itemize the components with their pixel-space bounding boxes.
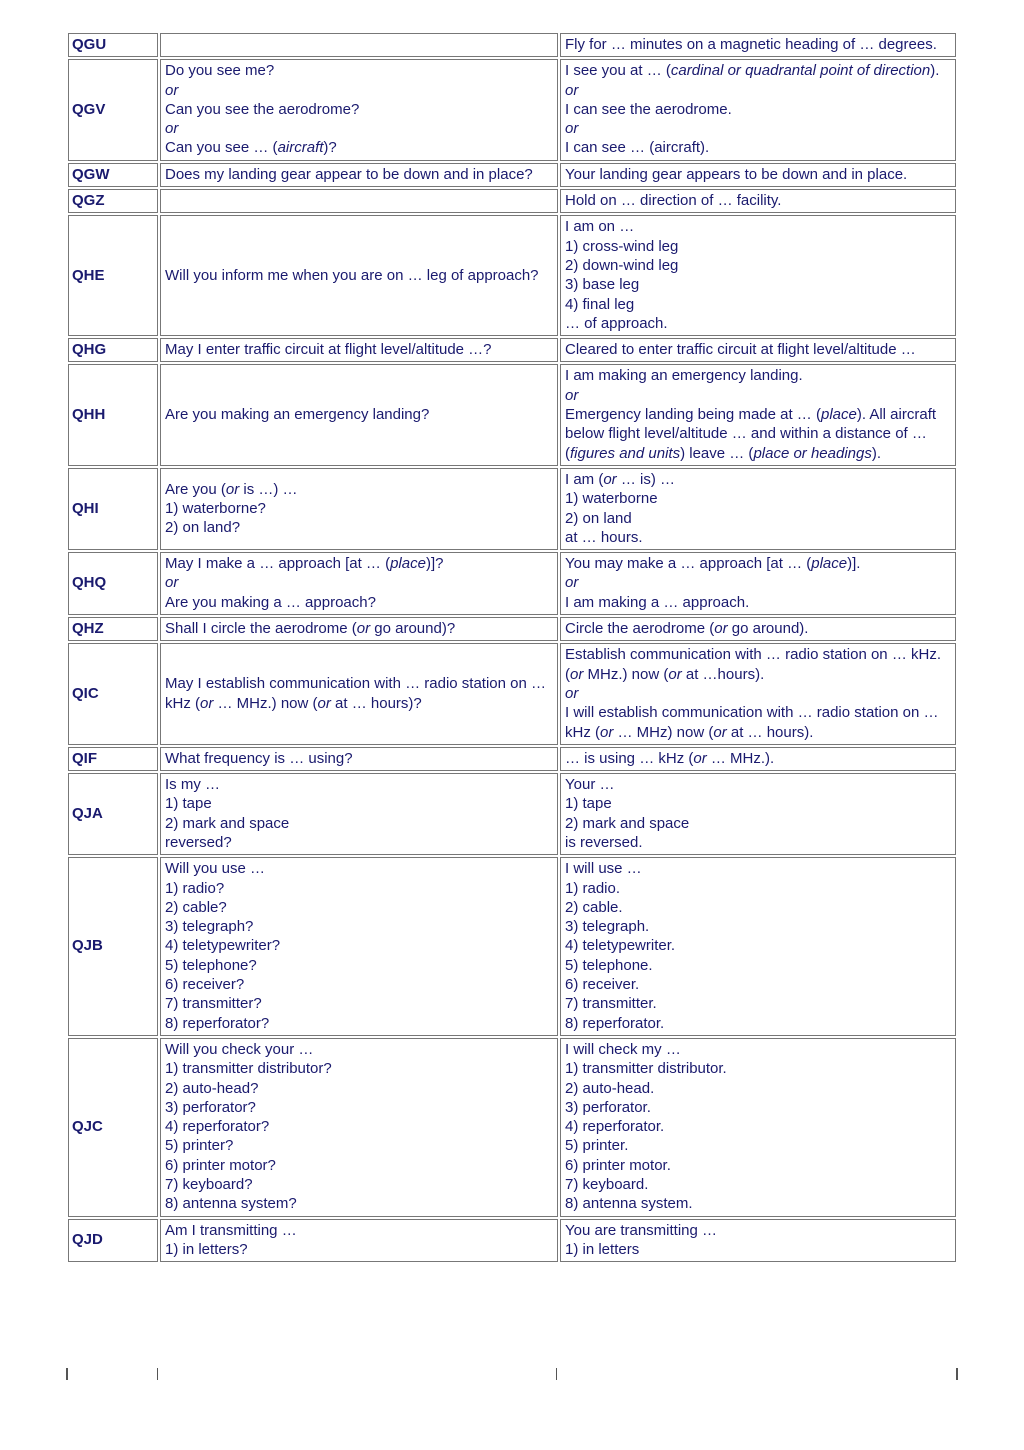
answer-line: 7) keyboard.: [565, 1176, 649, 1194]
answer-line: 1) tape: [565, 795, 612, 813]
answer-line: Fly for … minutes on a magnetic heading of … degrees.: [565, 36, 937, 53]
question-line: 8) antenna system?: [165, 1195, 297, 1213]
answer-line: You may make a … approach [at … (place)].: [565, 555, 861, 573]
answer-line: 1) in letters: [565, 1240, 640, 1258]
table-row: [68, 33, 956, 57]
question-line: 4) teletypewriter?: [165, 937, 281, 955]
answer-line: … is using … kHz (or … MHz.).: [565, 749, 775, 767]
question-line: Shall I circle the aerodrome (or go around)?: [165, 620, 456, 638]
table-row: [68, 468, 956, 550]
question-cell: [160, 643, 558, 744]
q-code-cell: QHH: [68, 364, 158, 465]
question-line: 2) on land?: [165, 519, 241, 537]
answer-line: 2) mark and space: [565, 814, 690, 832]
table-row: [68, 189, 956, 213]
question-cell: [160, 1038, 558, 1217]
question-line: 5) printer?: [165, 1137, 234, 1155]
answer-cell: [560, 59, 956, 160]
question-line: Is my …: [165, 776, 220, 794]
answer-line: I can see the aerodrome.: [565, 100, 732, 118]
answer-cell: [560, 33, 956, 57]
answer-line: … of approach.: [565, 314, 668, 332]
answer-line: 1) waterborne: [565, 490, 658, 508]
question-cell: [160, 468, 558, 550]
answer-line: or: [565, 574, 579, 592]
table-border-right-continuation: [956, 1368, 958, 1380]
table-row: [68, 163, 956, 187]
question-line: 7) keyboard?: [165, 1176, 253, 1194]
table-border-left-continuation: [66, 1368, 68, 1380]
answer-line: I will establish communication with … radio station on … kHz (or … MHz) now (or at … hours).: [565, 704, 939, 741]
answer-cell: [560, 189, 956, 213]
q-code-cell: QGV: [68, 59, 158, 160]
answer-line: 3) perforator.: [565, 1098, 651, 1116]
question-line: 4) reperforator?: [165, 1118, 270, 1136]
answer-line: or: [565, 386, 579, 404]
answer-line: is reversed.: [565, 833, 643, 851]
question-line: or: [165, 574, 179, 592]
table-row: [68, 1219, 956, 1263]
question-line: 2) auto-head?: [165, 1079, 259, 1097]
question-line: 7) transmitter?: [165, 995, 262, 1013]
table-row: [68, 617, 956, 641]
q-code-cell: QHG: [68, 338, 158, 362]
answer-cell: [560, 364, 956, 465]
answer-line: 4) reperforator.: [565, 1118, 665, 1136]
table-row: [68, 747, 956, 771]
question-line: Are you (or is …) …: [165, 480, 298, 498]
table-row: [68, 643, 956, 744]
question-line: 8) reperforator?: [165, 1014, 270, 1032]
answer-cell: [560, 1038, 956, 1217]
table-row: [68, 773, 956, 855]
question-line: May I enter traffic circuit at flight level/altitude …?: [165, 341, 492, 359]
q-code-cell: QIC: [68, 643, 158, 744]
answer-line: Circle the aerodrome (or go around).: [565, 620, 809, 638]
answer-line: 4) teletypewriter.: [565, 937, 676, 955]
question-line: 1) in letters?: [165, 1240, 248, 1258]
table-row: [68, 1038, 956, 1217]
answer-line: I can see … (aircraft).: [565, 139, 710, 157]
answer-line: Establish communication with … radio station on … kHz. (or MHz.) now (or at …hours).: [565, 646, 941, 683]
answer-cell: [560, 1219, 956, 1263]
answer-line: You are transmitting …: [565, 1221, 718, 1239]
q-code-cell: QHZ: [68, 617, 158, 641]
question-line: Will you inform me when you are on … leg of approach?: [165, 266, 539, 284]
q-code-cell: QGU: [68, 33, 158, 57]
q-code-cell: QJD: [68, 1219, 158, 1263]
answer-line: 1) radio.: [565, 879, 621, 897]
answer-cell: [560, 468, 956, 550]
answer-line: 4) final leg: [565, 295, 635, 313]
question-line: Do you see me?: [165, 62, 275, 80]
answer-line: 8) reperforator.: [565, 1014, 665, 1032]
q-code-cell: QHQ: [68, 552, 158, 615]
question-line: 1) radio?: [165, 879, 225, 897]
answer-line: 5) telephone.: [565, 956, 653, 974]
q-code-cell: QHI: [68, 468, 158, 550]
question-line: Does my landing gear appear to be down and in place?: [165, 165, 533, 183]
q-code-table: [66, 31, 958, 1264]
answer-line: 1) transmitter distributor.: [565, 1060, 727, 1078]
question-line: 1) transmitter distributor?: [165, 1060, 332, 1078]
question-cell: [160, 338, 558, 362]
answer-line: 5) printer.: [565, 1137, 629, 1155]
q-code-cell: QJC: [68, 1038, 158, 1217]
table-row: [68, 215, 956, 336]
answer-line: I am making a … approach.: [565, 593, 750, 611]
answer-line: Your landing gear appears to be down and in place.: [565, 165, 908, 183]
answer-line: 2) down-wind leg: [565, 256, 679, 274]
q-code-cell: QIF: [68, 747, 158, 771]
answer-line: at … hours.: [565, 528, 643, 546]
question-line: May I make a … approach [at … (place)]?: [165, 555, 444, 573]
answer-line: 3) telegraph.: [565, 918, 650, 936]
answer-line: I see you at … (cardinal or quadrantal point of direction).: [565, 62, 940, 80]
answer-line: 6) receiver.: [565, 976, 640, 994]
question-cell: [160, 189, 558, 213]
answer-line: I will check my …: [565, 1040, 681, 1058]
question-line: 3) telegraph?: [165, 918, 254, 936]
table-border-mid1-continuation: [157, 1368, 158, 1380]
answer-line: Cleared to enter traffic circuit at flight level/altitude …: [565, 341, 916, 359]
question-cell: [160, 1219, 558, 1263]
question-cell: [160, 773, 558, 855]
q-code-table-body: [68, 33, 956, 1262]
question-line: reversed?: [165, 833, 232, 851]
answer-cell: [560, 552, 956, 615]
answer-line: 2) cable.: [565, 898, 623, 916]
q-code-cell: QJA: [68, 773, 158, 855]
answer-line: Hold on … direction of … facility.: [565, 192, 782, 210]
q-code-cell: QGW: [68, 163, 158, 187]
question-line: 2) mark and space: [165, 814, 290, 832]
question-line: 6) printer motor?: [165, 1156, 276, 1174]
answer-cell: [560, 617, 956, 641]
answer-line: or: [565, 120, 579, 138]
question-line: Can you see the aerodrome?: [165, 100, 360, 118]
question-line: May I establish communication with … radio station on … kHz (or … MHz.) now (or at … hours)?: [165, 675, 546, 712]
question-cell: [160, 857, 558, 1036]
answer-line: I will use …: [565, 860, 642, 878]
question-line: or: [165, 120, 179, 138]
answer-line: 2) on land: [565, 509, 632, 527]
answer-line: 2) auto-head.: [565, 1079, 655, 1097]
answer-cell: [560, 163, 956, 187]
answer-cell: [560, 773, 956, 855]
answer-line: Emergency landing being made at … (place). All aircraft below flight level/altitude … and within a distance of … (figures and units) leave … (place or headings).: [565, 406, 937, 462]
q-code-cell: QHE: [68, 215, 158, 336]
question-cell: [160, 59, 558, 160]
answer-line: I am (or … is) …: [565, 470, 676, 488]
question-line: 6) receiver?: [165, 976, 245, 994]
question-line: 1) tape: [165, 795, 212, 813]
table-row: [68, 857, 956, 1036]
table-row: [68, 338, 956, 362]
answer-line: or: [565, 81, 579, 99]
q-code-cell: QGZ: [68, 189, 158, 213]
answer-line: I am on …: [565, 218, 635, 236]
table-row: [68, 552, 956, 615]
question-cell: [160, 215, 558, 336]
question-cell: [160, 163, 558, 187]
answer-line: 8) antenna system.: [565, 1195, 693, 1213]
answer-line: Your …: [565, 776, 615, 794]
answer-cell: [560, 857, 956, 1036]
question-line: Will you use …: [165, 860, 266, 878]
answer-line: 1) cross-wind leg: [565, 237, 679, 255]
answer-line: or: [565, 684, 579, 702]
table-row: [68, 364, 956, 465]
question-line: 2) cable?: [165, 898, 227, 916]
q-code-cell: QJB: [68, 857, 158, 1036]
question-cell: [160, 33, 558, 57]
question-cell: [160, 364, 558, 465]
answer-cell: [560, 215, 956, 336]
answer-line: I am making an emergency landing.: [565, 367, 803, 385]
question-line: Will you check your …: [165, 1040, 314, 1058]
question-cell: [160, 617, 558, 641]
question-line: Are you making a … approach?: [165, 593, 376, 611]
answer-line: 3) base leg: [565, 276, 640, 294]
question-line: Am I transmitting …: [165, 1221, 297, 1239]
table-border-mid2-continuation: [556, 1368, 557, 1380]
answer-cell: [560, 747, 956, 771]
table-row: [68, 59, 956, 160]
question-cell: [160, 747, 558, 771]
question-line: 5) telephone?: [165, 956, 257, 974]
answer-line: 6) printer motor.: [565, 1156, 671, 1174]
question-line: 1) waterborne?: [165, 499, 266, 517]
answer-line: 7) transmitter.: [565, 995, 657, 1013]
answer-cell: [560, 338, 956, 362]
answer-cell: [560, 643, 956, 744]
question-line: or: [165, 81, 179, 99]
question-line: Are you making an emergency landing?: [165, 406, 430, 424]
question-line: What frequency is … using?: [165, 749, 353, 767]
question-line: Can you see … (aircraft)?: [165, 139, 337, 157]
question-cell: [160, 552, 558, 615]
question-line: 3) perforator?: [165, 1098, 256, 1116]
